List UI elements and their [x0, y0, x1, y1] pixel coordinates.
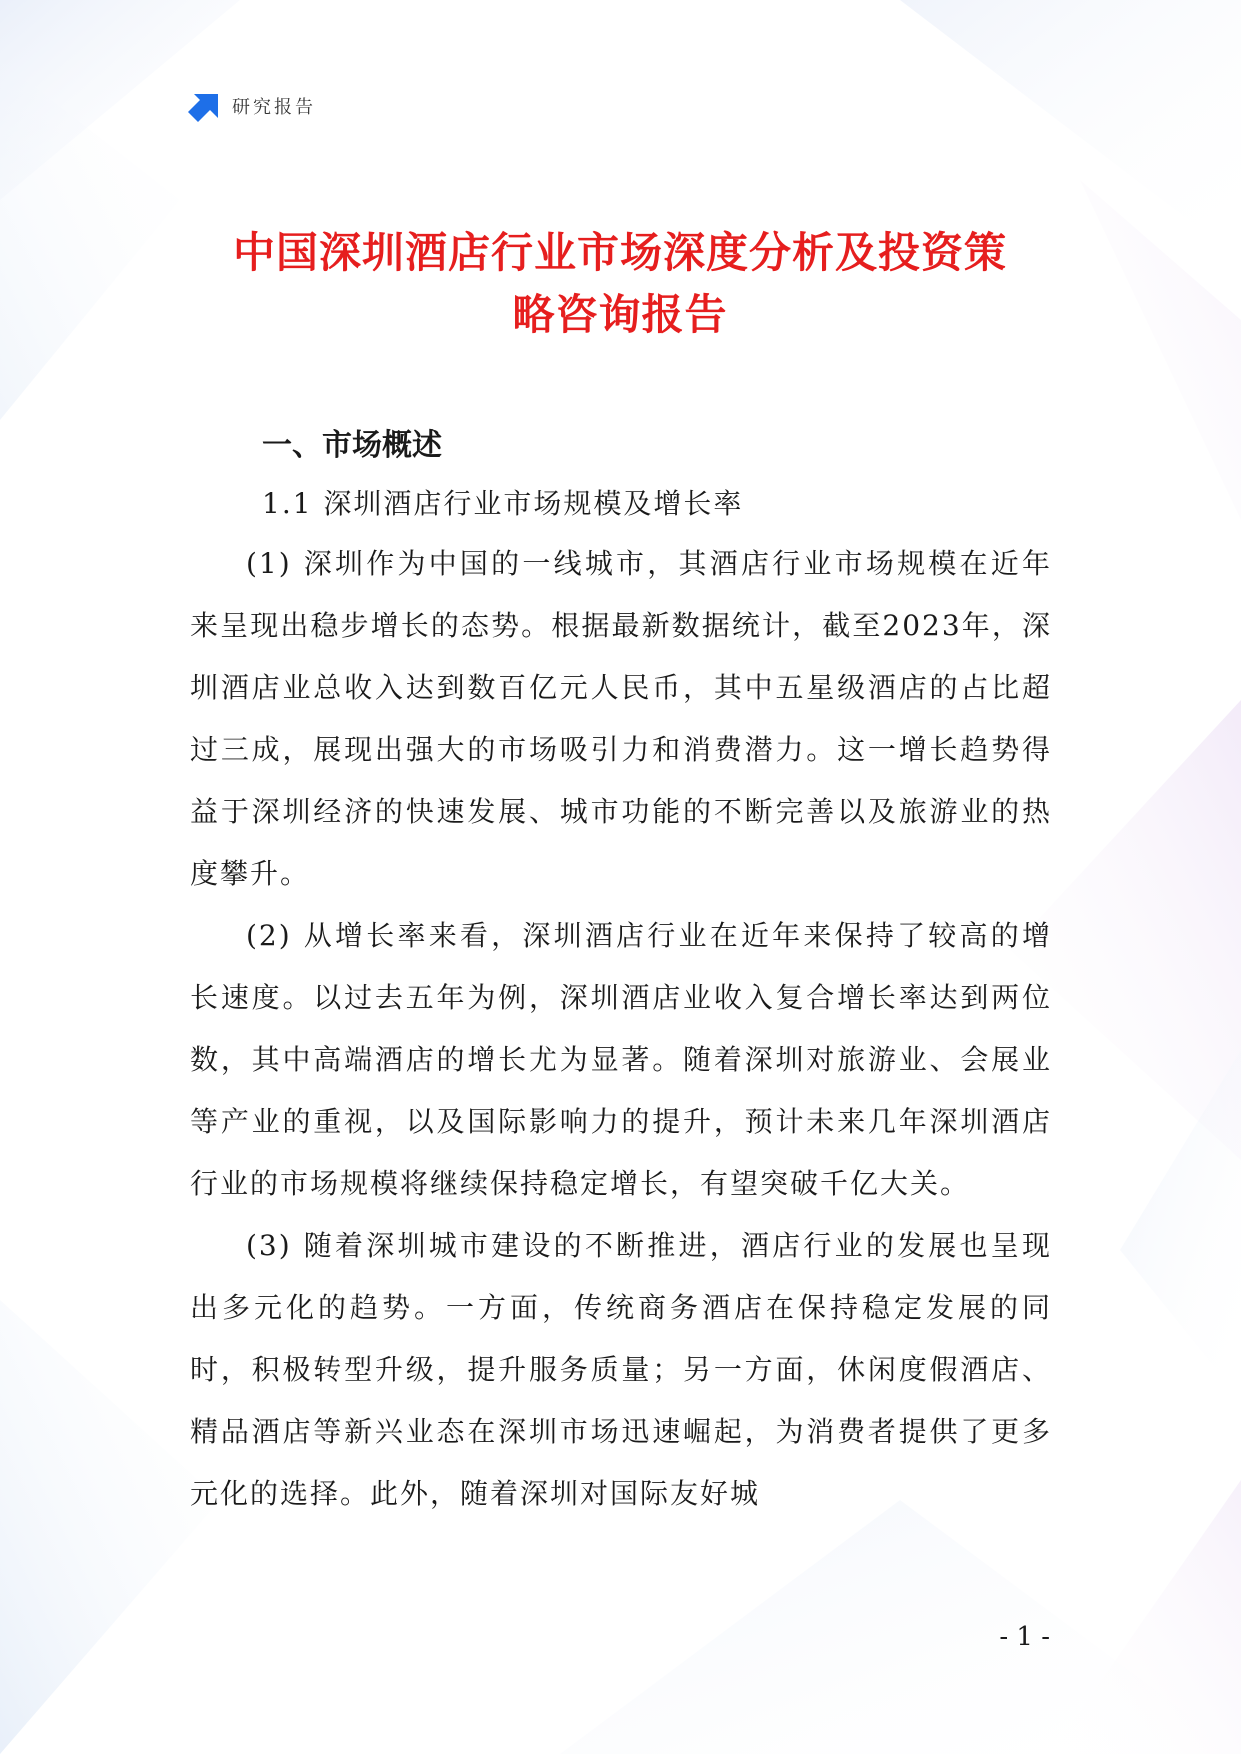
header-label: 研究报告 — [232, 97, 316, 118]
title-line-2: 略咨询报告 — [512, 290, 728, 339]
subsection-heading: 1.1 深圳酒店行业市场规模及增长率 — [262, 487, 744, 520]
report-header — [188, 90, 316, 122]
paragraph-2: (2) 从增长率来看，深圳酒店行业在近年来保持了较高的增长速度。以过去五年为例，深圳酒店业收入复合增长率达到两位数，其中高端酒店的增长尤为显著。随着深圳对旅游业、会展业等产业的重视，以及国际影响力的提升，预计未来几年深圳酒店行业的市场规模将继续保持稳定增长，有望突破千亿大关。 — [190, 919, 1052, 1200]
section-heading: 一、市场概述 — [262, 428, 442, 463]
paragraph-1: (1) 深圳作为中国的一线城市，其酒店行业市场规模在近年来呈现出稳步增长的态势。根据最新数据统计，截至2023年，深圳酒店业总收入达到数百亿元人民币，其中五星级酒店的占比超过三成，展现出强大的市场吸引力和消费潜力。这一增长趋势得益于深圳经济的快速发展、城市功能的不断完善以及旅游业的热度攀升。 — [190, 547, 1052, 890]
paragraph-3: (3) 随着深圳城市建设的不断推进，酒店行业的发展也呈现出多元化的趋势。一方面，传统商务酒店在保持稳定发展的同时，积极转型升级，提升服务质量；另一方面，休闲度假酒店、精品酒店等新兴业态在深圳市场迅速崛起，为消费者提供了更多元化的选择。此外，随着深圳对国际友好城 — [190, 1229, 1052, 1510]
title-line-1: 中国深圳酒店行业市场深度分析及投资策 — [232, 228, 1007, 277]
report-title — [190, 222, 1050, 346]
body-text — [190, 533, 1052, 1525]
arrow-up-right-icon — [188, 90, 220, 122]
page-number: - 1 - — [999, 1622, 1050, 1652]
